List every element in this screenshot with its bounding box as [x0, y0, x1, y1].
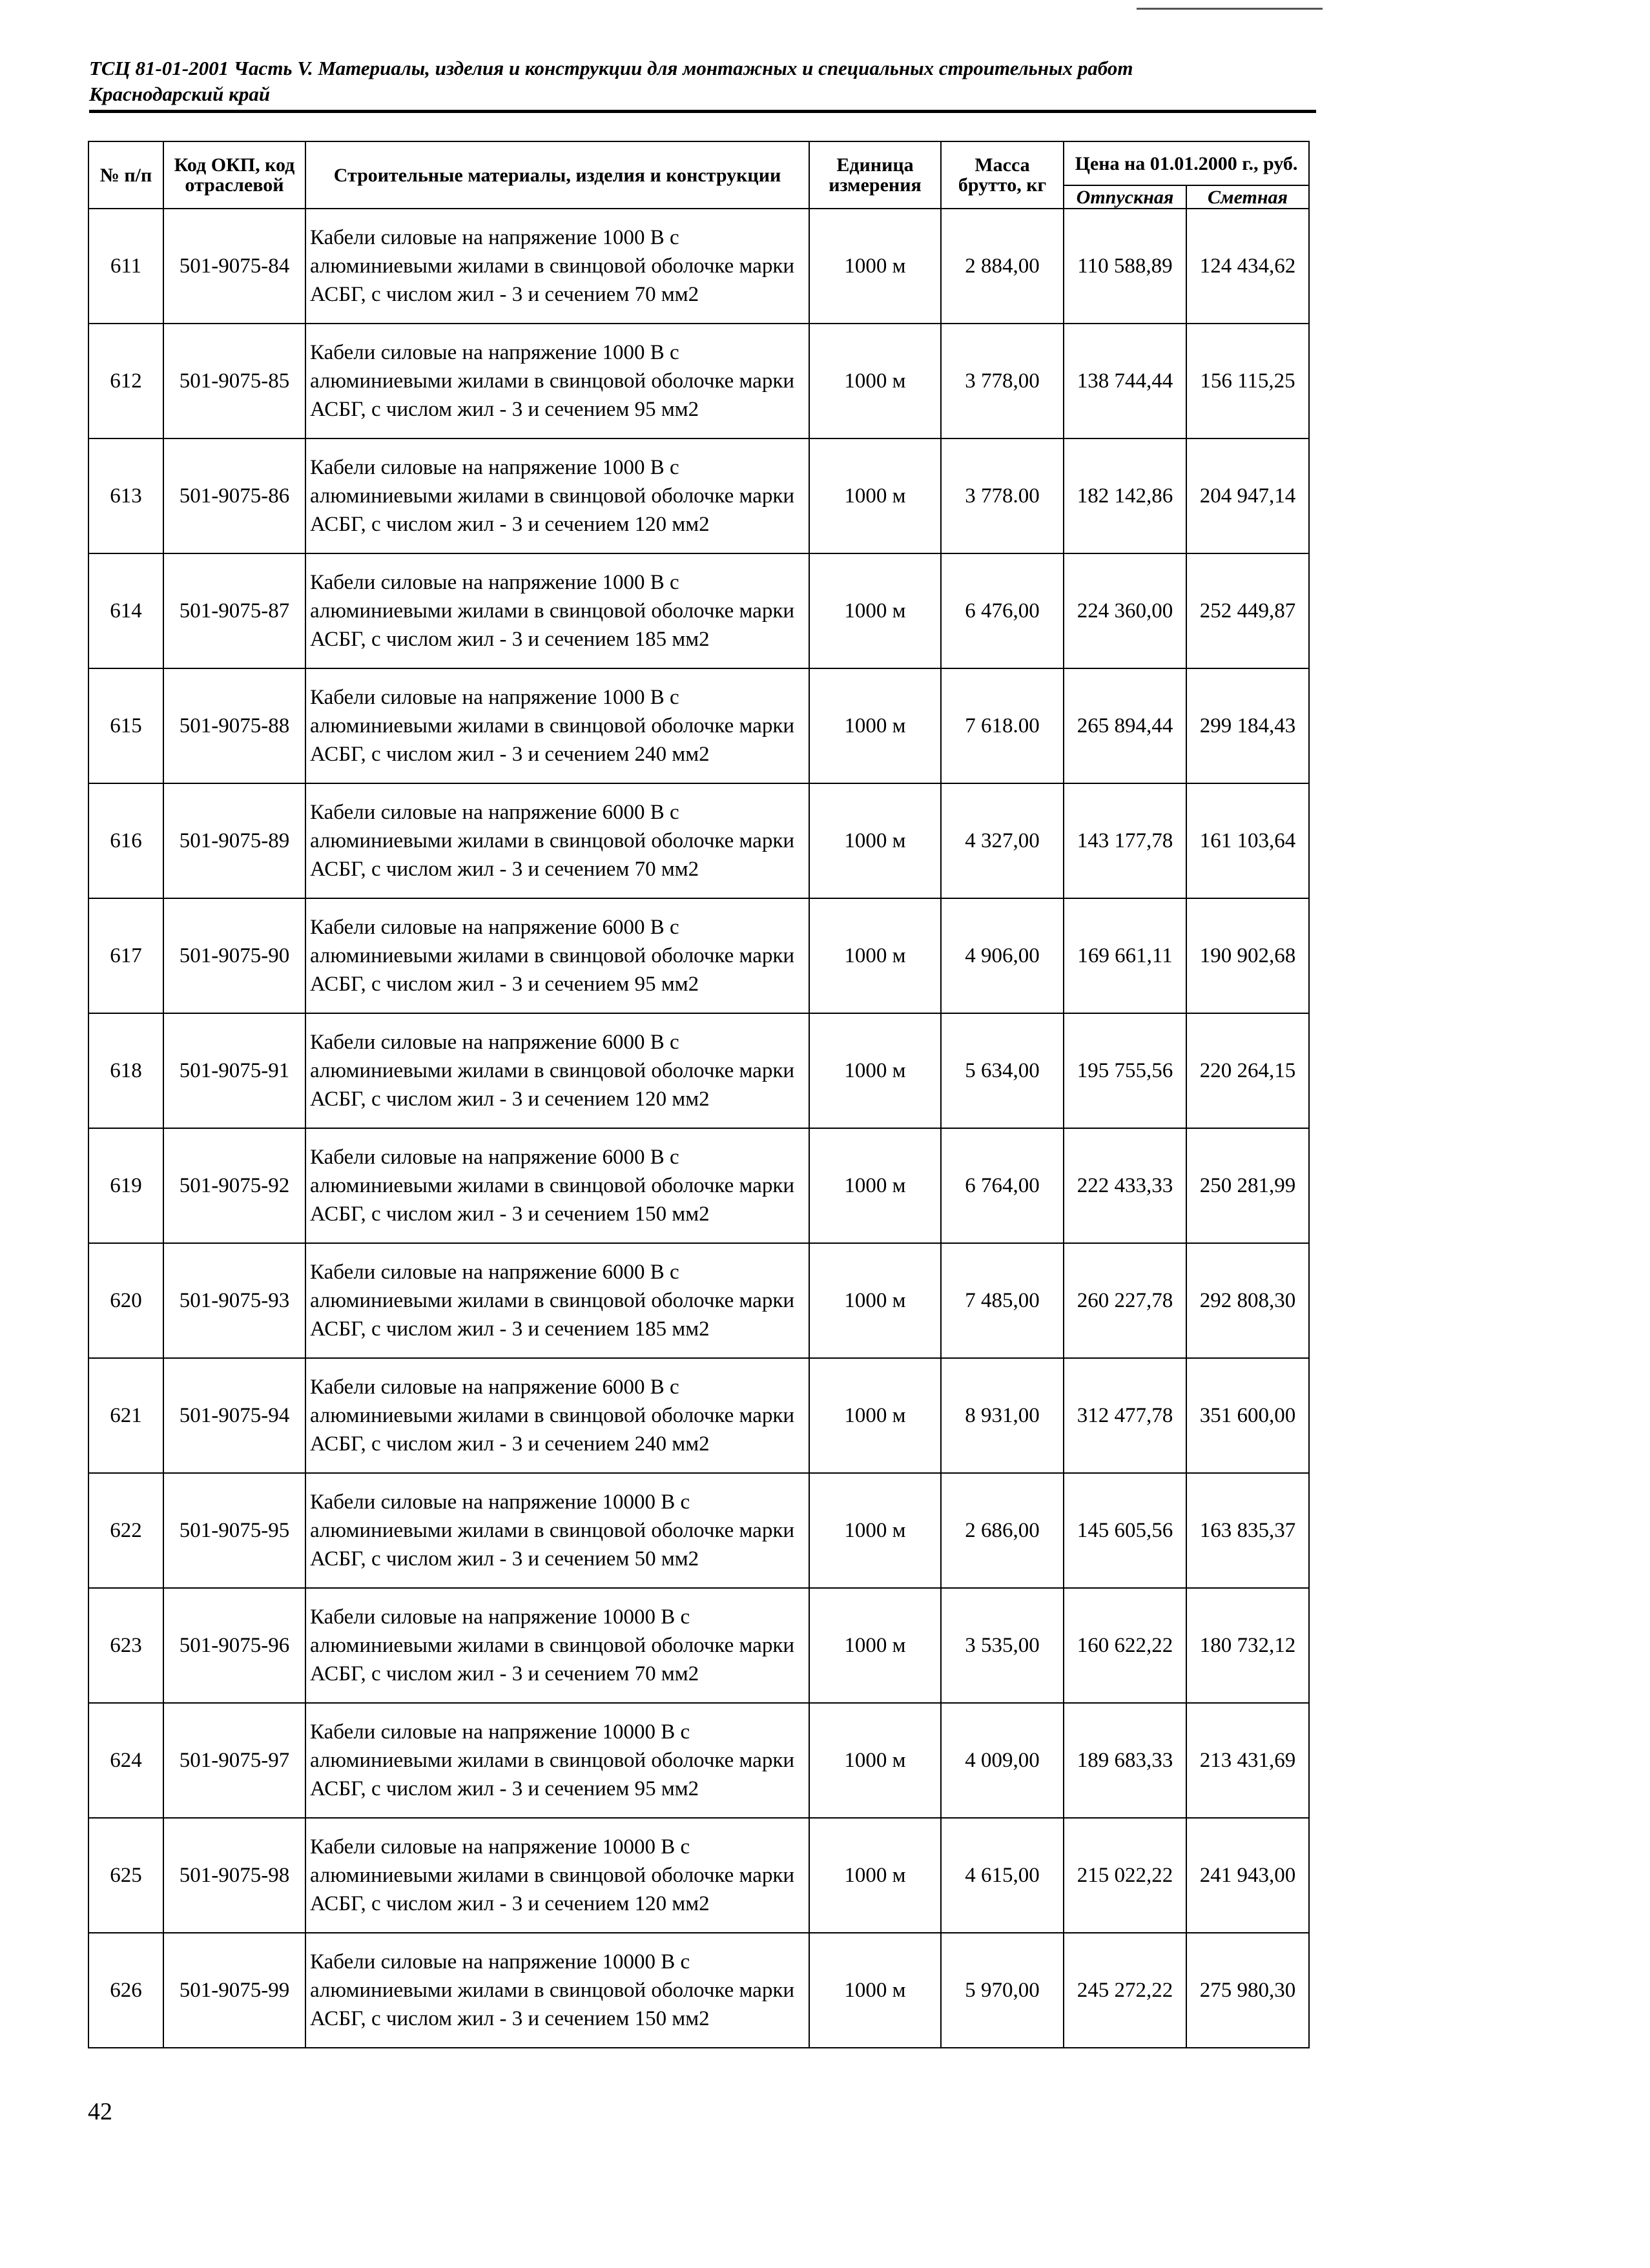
release-price: 169 661,11	[1064, 898, 1186, 1013]
table-row	[88, 783, 1309, 898]
release-price: 189 683,33	[1064, 1703, 1186, 1818]
table-body	[88, 209, 1309, 2048]
table-row	[88, 898, 1309, 1013]
okp-code: 501-9075-94	[163, 1358, 305, 1473]
unit-of-measure: 1000 м	[809, 324, 941, 438]
table-row	[88, 1358, 1309, 1473]
material-description: Кабели силовые на напряжение 1000 В с алюминиевыми жилами в свинцовой оболочке марки АСБГ, с числом жил - 3 и сечением 70 мм2	[305, 209, 809, 324]
unit-of-measure: 1000 м	[809, 898, 941, 1013]
row-number: 617	[88, 898, 163, 1013]
gross-mass: 7 618.00	[941, 668, 1064, 783]
release-price: 110 588,89	[1064, 209, 1186, 324]
gross-mass: 5 634,00	[941, 1013, 1064, 1128]
table-row	[88, 553, 1309, 668]
col-header-desc: Строительные материалы, изделия и конструкции	[305, 141, 809, 209]
release-price: 312 477,78	[1064, 1358, 1186, 1473]
okp-code: 501-9075-84	[163, 209, 305, 324]
col-header-price-release: Отпускная	[1064, 185, 1186, 209]
estimate-price: 250 281,99	[1186, 1128, 1309, 1243]
unit-of-measure: 1000 м	[809, 1243, 941, 1358]
gross-mass: 2 686,00	[941, 1473, 1064, 1588]
row-number: 612	[88, 324, 163, 438]
gross-mass: 3 778.00	[941, 438, 1064, 553]
material-description: Кабели силовые на напряжение 1000 В с алюминиевыми жилами в свинцовой оболочке марки АСБГ, с числом жил - 3 и сечением 95 мм2	[305, 324, 809, 438]
okp-code: 501-9075-99	[163, 1933, 305, 2048]
col-header-price: Цена на 01.01.2000 г., руб.	[1064, 141, 1309, 185]
release-price: 138 744,44	[1064, 324, 1186, 438]
unit-of-measure: 1000 м	[809, 1933, 941, 2048]
table-row	[88, 668, 1309, 783]
estimate-price: 163 835,37	[1186, 1473, 1309, 1588]
table-row	[88, 1588, 1309, 1703]
row-number: 618	[88, 1013, 163, 1128]
estimate-price: 213 431,69	[1186, 1703, 1309, 1818]
page-number: 42	[88, 2098, 112, 2125]
material-description: Кабели силовые на напряжение 10000 В с алюминиевыми жилами в свинцовой оболочке марки АСБГ, с числом жил - 3 и сечением 120 мм2	[305, 1818, 809, 1933]
col-header-num: № п/п	[88, 141, 163, 209]
table-row	[88, 438, 1309, 553]
table-row	[88, 1473, 1309, 1588]
material-description: Кабели силовые на напряжение 1000 В с алюминиевыми жилами в свинцовой оболочке марки АСБГ, с числом жил - 3 и сечением 120 мм2	[305, 438, 809, 553]
release-price: 182 142,86	[1064, 438, 1186, 553]
header-title: ТСЦ 81-01-2001 Часть V. Материалы, изделия и конструкции для монтажных и специальных строительных работ	[89, 57, 1133, 79]
gross-mass: 2 884,00	[941, 209, 1064, 324]
unit-of-measure: 1000 м	[809, 1703, 941, 1818]
okp-code: 501-9075-91	[163, 1013, 305, 1128]
gross-mass: 4 615,00	[941, 1818, 1064, 1933]
unit-of-measure: 1000 м	[809, 1818, 941, 1933]
estimate-price: 252 449,87	[1186, 553, 1309, 668]
estimate-price: 204 947,14	[1186, 438, 1309, 553]
okp-code: 501-9075-96	[163, 1588, 305, 1703]
table-row	[88, 209, 1309, 324]
okp-code: 501-9075-85	[163, 324, 305, 438]
material-description: Кабели силовые на напряжение 10000 В с алюминиевыми жилами в свинцовой оболочке марки АСБГ, с числом жил - 3 и сечением 95 мм2	[305, 1703, 809, 1818]
unit-of-measure: 1000 м	[809, 1473, 941, 1588]
table-row	[88, 1818, 1309, 1933]
col-header-unit: Единица измерения	[809, 141, 941, 209]
material-description: Кабели силовые на напряжение 6000 В с алюминиевыми жилами в свинцовой оболочке марки АСБГ, с числом жил - 3 и сечением 185 мм2	[305, 1243, 809, 1358]
okp-code: 501-9075-97	[163, 1703, 305, 1818]
release-price: 145 605,56	[1064, 1473, 1186, 1588]
row-number: 619	[88, 1128, 163, 1243]
material-description: Кабели силовые на напряжение 1000 В с алюминиевыми жилами в свинцовой оболочке марки АСБГ, с числом жил - 3 и сечением 240 мм2	[305, 668, 809, 783]
row-number: 611	[88, 209, 163, 324]
estimate-price: 292 808,30	[1186, 1243, 1309, 1358]
estimate-price: 299 184,43	[1186, 668, 1309, 783]
okp-code: 501-9075-86	[163, 438, 305, 553]
row-number: 620	[88, 1243, 163, 1358]
unit-of-measure: 1000 м	[809, 783, 941, 898]
table-row	[88, 1013, 1309, 1128]
estimate-price: 124 434,62	[1186, 209, 1309, 324]
material-description: Кабели силовые на напряжение 6000 В с алюминиевыми жилами в свинцовой оболочке марки АСБГ, с числом жил - 3 и сечением 240 мм2	[305, 1358, 809, 1473]
okp-code: 501-9075-92	[163, 1128, 305, 1243]
table-row	[88, 1703, 1309, 1818]
estimate-price: 275 980,30	[1186, 1933, 1309, 2048]
release-price: 222 433,33	[1064, 1128, 1186, 1243]
col-header-code: Код ОКП, код отраслевой	[163, 141, 305, 209]
release-price: 160 622,22	[1064, 1588, 1186, 1703]
estimate-price: 351 600,00	[1186, 1358, 1309, 1473]
row-number: 625	[88, 1818, 163, 1933]
col-header-price-estimate: Сметная	[1186, 185, 1309, 209]
row-number: 613	[88, 438, 163, 553]
unit-of-measure: 1000 м	[809, 1013, 941, 1128]
table-row	[88, 1243, 1309, 1358]
material-description: Кабели силовые на напряжение 6000 В с алюминиевыми жилами в свинцовой оболочке марки АСБГ, с числом жил - 3 и сечением 95 мм2	[305, 898, 809, 1013]
gross-mass: 4 327,00	[941, 783, 1064, 898]
gross-mass: 6 476,00	[941, 553, 1064, 668]
row-number: 624	[88, 1703, 163, 1818]
okp-code: 501-9075-88	[163, 668, 305, 783]
unit-of-measure: 1000 м	[809, 553, 941, 668]
material-description: Кабели силовые на напряжение 6000 В с алюминиевыми жилами в свинцовой оболочке марки АСБГ, с числом жил - 3 и сечением 120 мм2	[305, 1013, 809, 1128]
page-header	[89, 56, 1316, 107]
material-description: Кабели силовые на напряжение 1000 В с алюминиевыми жилами в свинцовой оболочке марки АСБГ, с числом жил - 3 и сечением 185 мм2	[305, 553, 809, 668]
estimate-price: 190 902,68	[1186, 898, 1309, 1013]
estimate-price: 241 943,00	[1186, 1818, 1309, 1933]
row-number: 616	[88, 783, 163, 898]
table-row	[88, 324, 1309, 438]
gross-mass: 8 931,00	[941, 1358, 1064, 1473]
gross-mass: 4 009,00	[941, 1703, 1064, 1818]
header-region: Краснодарский край	[89, 83, 271, 105]
row-number: 626	[88, 1933, 163, 2048]
header-rule	[89, 110, 1316, 113]
okp-code: 501-9075-93	[163, 1243, 305, 1358]
estimate-price: 161 103,64	[1186, 783, 1309, 898]
estimate-price: 220 264,15	[1186, 1013, 1309, 1128]
okp-code: 501-9075-95	[163, 1473, 305, 1588]
row-number: 621	[88, 1358, 163, 1473]
unit-of-measure: 1000 м	[809, 1128, 941, 1243]
col-header-mass: Масса брутто, кг	[941, 141, 1064, 209]
material-description: Кабели силовые на напряжение 10000 В с алюминиевыми жилами в свинцовой оболочке марки АСБГ, с числом жил - 3 и сечением 70 мм2	[305, 1588, 809, 1703]
unit-of-measure: 1000 м	[809, 438, 941, 553]
okp-code: 501-9075-90	[163, 898, 305, 1013]
price-table	[88, 141, 1310, 2048]
release-price: 215 022,22	[1064, 1818, 1186, 1933]
row-number: 614	[88, 553, 163, 668]
gross-mass: 6 764,00	[941, 1128, 1064, 1243]
row-number: 623	[88, 1588, 163, 1703]
release-price: 260 227,78	[1064, 1243, 1186, 1358]
release-price: 245 272,22	[1064, 1933, 1186, 2048]
material-description: Кабели силовые на напряжение 6000 В с алюминиевыми жилами в свинцовой оболочке марки АСБГ, с числом жил - 3 и сечением 70 мм2	[305, 783, 809, 898]
row-number: 622	[88, 1473, 163, 1588]
gross-mass: 3 778,00	[941, 324, 1064, 438]
release-price: 224 360,00	[1064, 553, 1186, 668]
unit-of-measure: 1000 м	[809, 668, 941, 783]
material-description: Кабели силовые на напряжение 10000 В с алюминиевыми жилами в свинцовой оболочке марки АСБГ, с числом жил - 3 и сечением 50 мм2	[305, 1473, 809, 1588]
material-description: Кабели силовые на напряжение 10000 В с алюминиевыми жилами в свинцовой оболочке марки АСБГ, с числом жил - 3 и сечением 150 мм2	[305, 1933, 809, 2048]
gross-mass: 4 906,00	[941, 898, 1064, 1013]
release-price: 143 177,78	[1064, 783, 1186, 898]
release-price: 265 894,44	[1064, 668, 1186, 783]
unit-of-measure: 1000 м	[809, 1588, 941, 1703]
estimate-price: 180 732,12	[1186, 1588, 1309, 1703]
unit-of-measure: 1000 м	[809, 1358, 941, 1473]
okp-code: 501-9075-98	[163, 1818, 305, 1933]
gross-mass: 5 970,00	[941, 1933, 1064, 2048]
release-price: 195 755,56	[1064, 1013, 1186, 1128]
table-header	[88, 141, 1309, 209]
unit-of-measure: 1000 м	[809, 209, 941, 324]
gross-mass: 3 535,00	[941, 1588, 1064, 1703]
gross-mass: 7 485,00	[941, 1243, 1064, 1358]
table-row	[88, 1933, 1309, 2048]
material-description: Кабели силовые на напряжение 6000 В с алюминиевыми жилами в свинцовой оболочке марки АСБГ, с числом жил - 3 и сечением 150 мм2	[305, 1128, 809, 1243]
estimate-price: 156 115,25	[1186, 324, 1309, 438]
top-decorative-rule	[1137, 8, 1323, 10]
row-number: 615	[88, 668, 163, 783]
table-row	[88, 1128, 1309, 1243]
okp-code: 501-9075-87	[163, 553, 305, 668]
okp-code: 501-9075-89	[163, 783, 305, 898]
